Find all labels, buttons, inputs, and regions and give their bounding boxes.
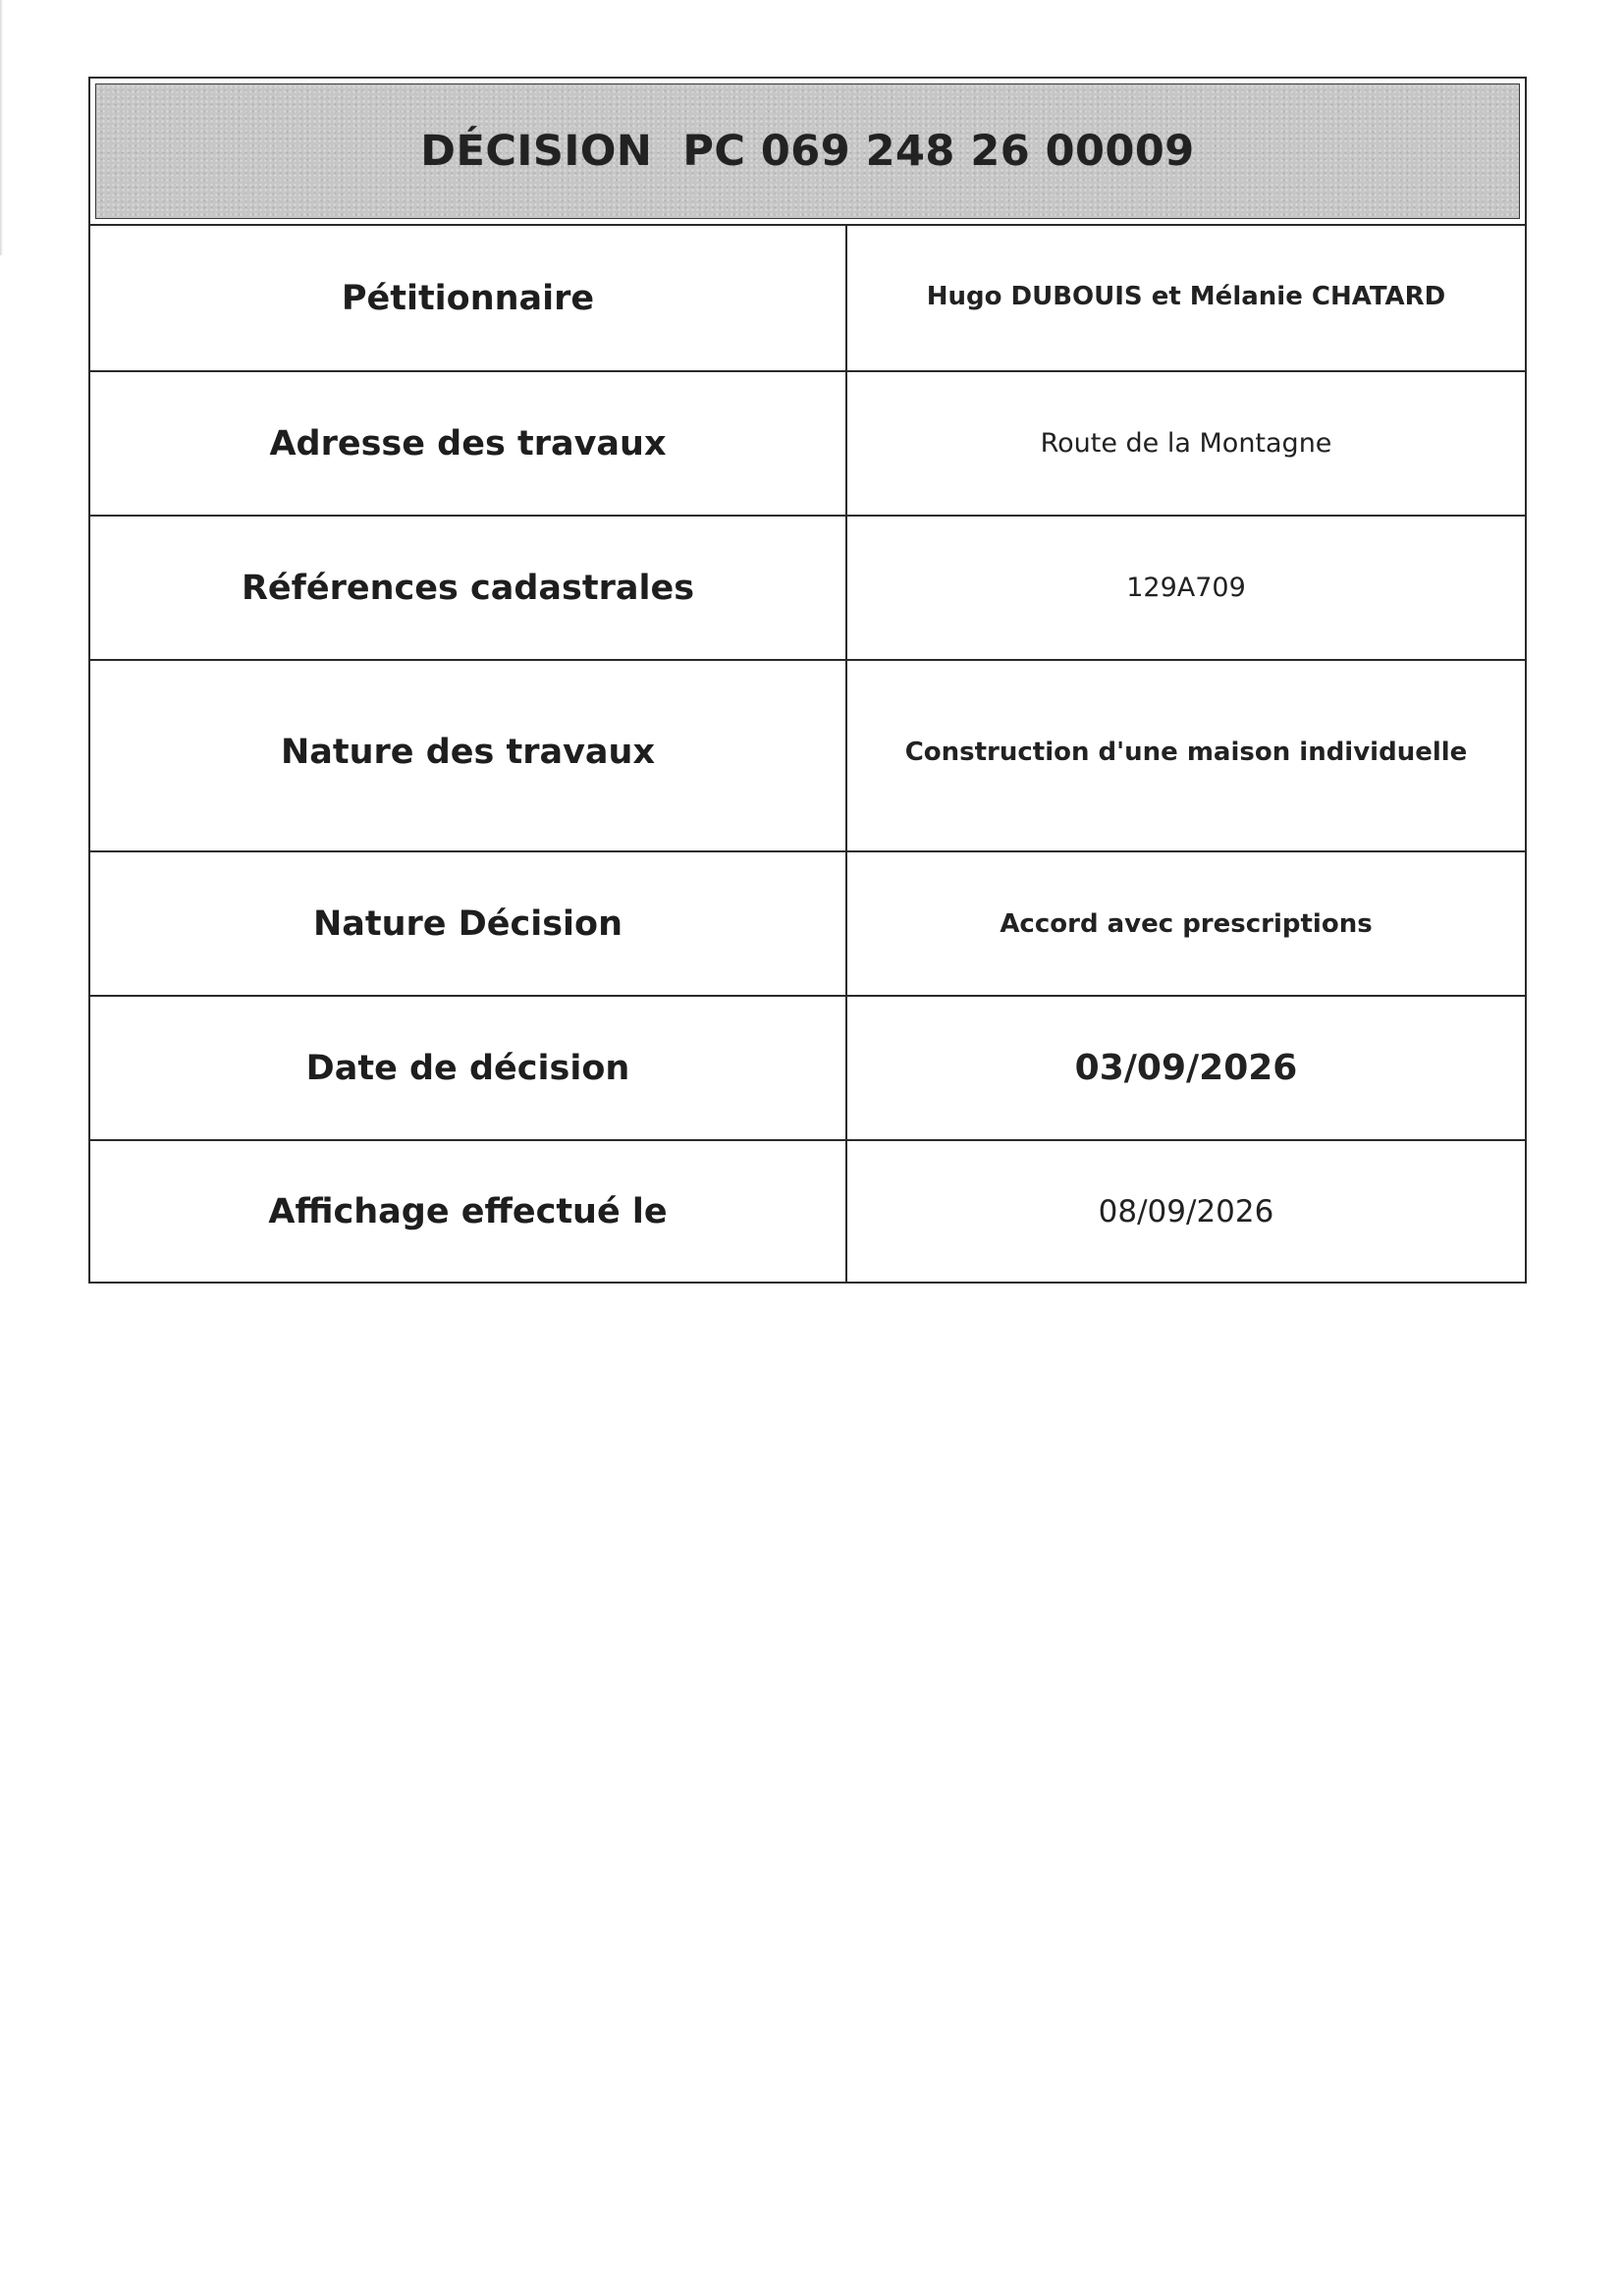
table-row-references (89, 516, 1526, 660)
table-row-nature-travaux (89, 660, 1526, 851)
row-value-petitionnaire: Hugo DUBOUIS et Mélanie CHATARD (846, 225, 1526, 371)
row-label-adresse: Adresse des travaux (89, 371, 846, 516)
table-row-petitionnaire (89, 225, 1526, 371)
row-value-nature-travaux: Construction d'une maison individuelle (846, 660, 1526, 851)
row-label-affichage: Affichage effectué le (89, 1140, 846, 1283)
decision-sheet (88, 77, 1527, 1284)
table-row-adresse (89, 371, 1526, 516)
row-value-nature-decision: Accord avec prescriptions (846, 851, 1526, 996)
decision-table (88, 224, 1527, 1284)
title-banner (95, 83, 1520, 219)
row-value-affichage: 08/09/2026 (846, 1140, 1526, 1283)
table-row-nature-decision (89, 851, 1526, 996)
row-label-date-decision: Date de décision (89, 996, 846, 1140)
row-value-date-decision: 03/09/2026 (846, 996, 1526, 1140)
title-box (88, 77, 1527, 226)
scan-edge-shadow (0, 0, 3, 255)
row-label-nature-travaux: Nature des travaux (89, 660, 846, 851)
row-label-references: Références cadastrales (89, 516, 846, 660)
row-value-adresse: Route de la Montagne (846, 371, 1526, 516)
table-row-date-decision (89, 996, 1526, 1140)
table-row-affichage (89, 1140, 1526, 1283)
row-label-nature-decision: Nature Décision (89, 851, 846, 996)
row-label-petitionnaire: Pétitionnaire (89, 225, 846, 371)
document-title: DÉCISION PC 069 248 26 00009 (420, 127, 1195, 176)
row-value-references: 129A709 (846, 516, 1526, 660)
